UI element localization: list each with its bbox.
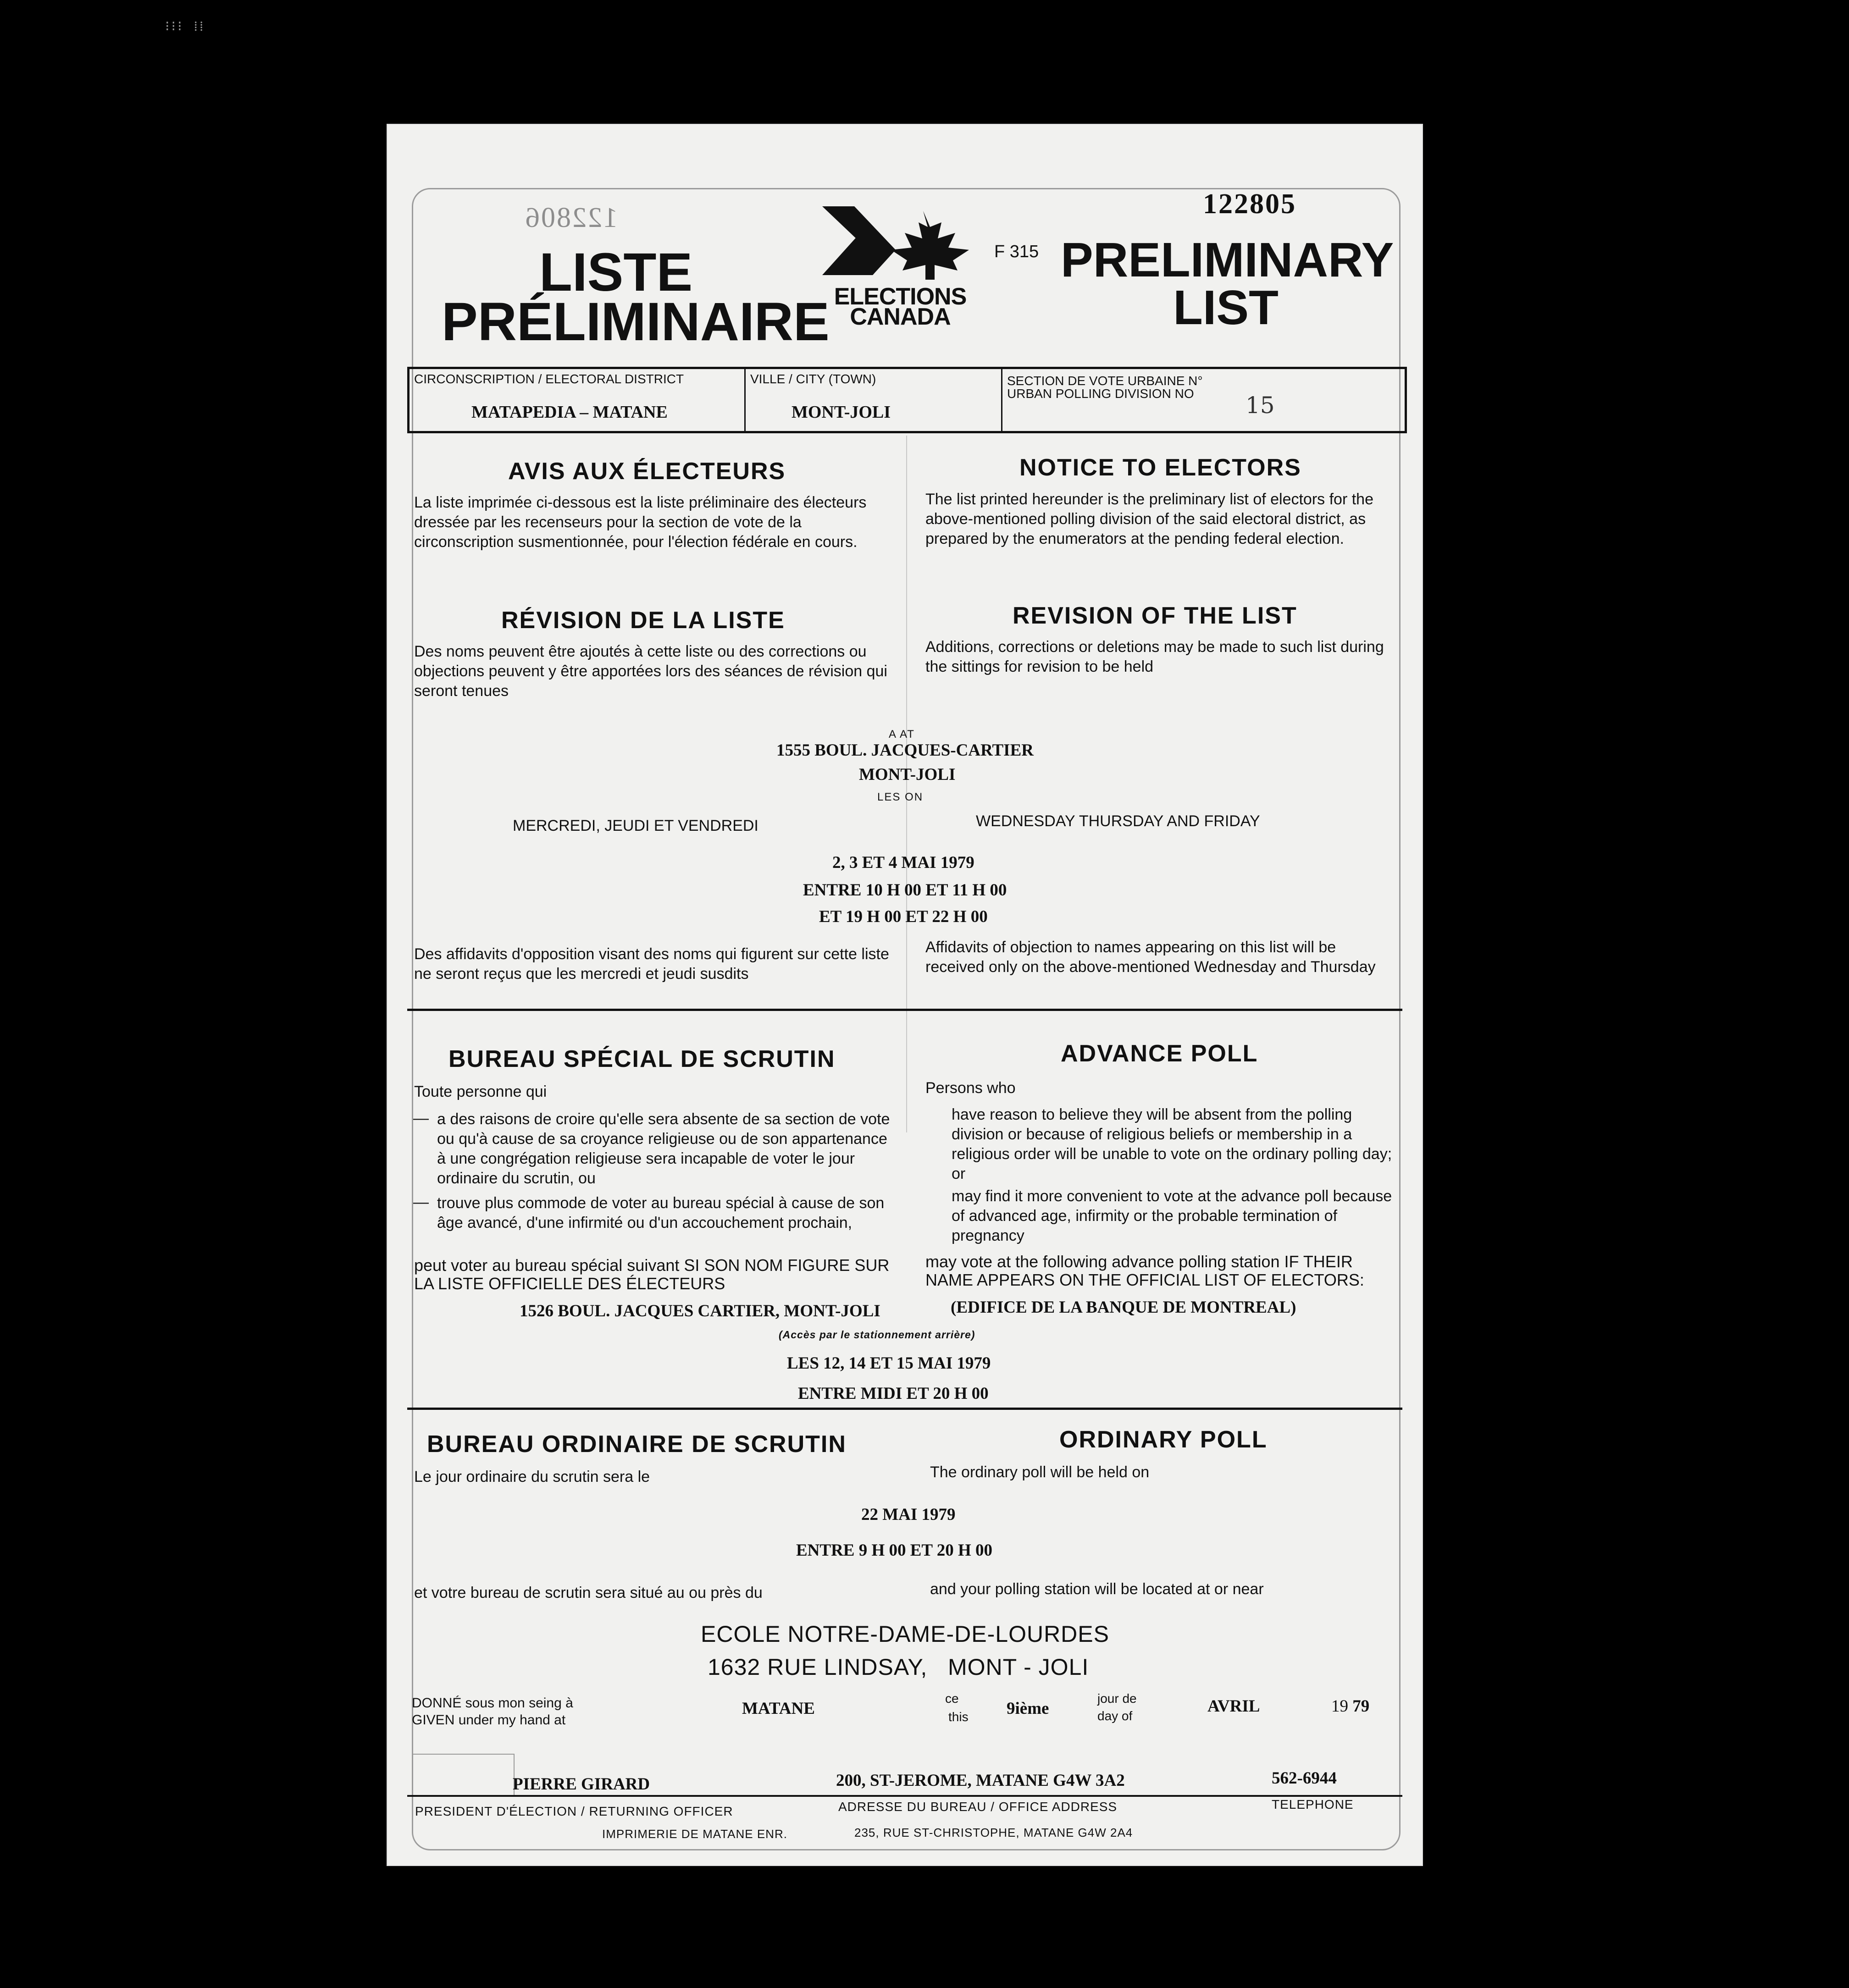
revision-town: MONT-JOLI (859, 765, 956, 784)
given-month: AVRIL (1207, 1697, 1260, 1716)
ordinary-date: 22 MAI 1979 (861, 1505, 956, 1524)
revision-days-fr: MERCREDI, JEUDI ET VENDREDI (513, 817, 758, 834)
given-place: MATANE (742, 1699, 815, 1718)
division-label-2: URBAN POLLING DIVISION NO (1007, 387, 1194, 401)
title-en (1061, 233, 1394, 335)
city-value: MONT-JOLI (792, 403, 891, 422)
advance-access-note: (Accès par le stationnement arrière) (779, 1329, 975, 1341)
address-label: ADRESSE DU BUREAU / OFFICE ADDRESS (838, 1800, 1118, 1814)
film-edge-mark: ⁝⁝⁝ ⁞⁞ (165, 18, 205, 34)
telephone-label: TELEPHONE (1272, 1797, 1354, 1811)
advance-address-fr: 1526 BOUL. JACQUES CARTIER, MONT-JOLI (520, 1302, 880, 1320)
division-label-1: SECTION DE VOTE URBAINE N° (1007, 374, 1203, 388)
title-fr-line1: LISTE (539, 242, 693, 303)
given-day: 9ième (1007, 1699, 1049, 1718)
title-fr (442, 242, 830, 352)
given-day-of: day of (1097, 1709, 1133, 1723)
revision-fr-heading: RÉVISION DE LA LISTE (501, 607, 785, 634)
notice-en-text: The list printed hereunder is the preliminary list of electors for the above-mentioned polling division of the said electoral district, as prepared by the enumerators at the pending federal election. (925, 491, 1374, 547)
district-value: MATAPEDIA – MATANE (471, 403, 668, 422)
revision-affidavit-fr: Des affidavits d'opposition visant des noms qui figurent sur cette liste ne seront reçus que les mercredi et jeudi susdits (414, 945, 889, 983)
given-ce: ce (945, 1691, 959, 1706)
logo-line2: CANADA (850, 304, 951, 330)
ordinary-venue-line-2: 1632 RUE LINDSAY, MONT - JOLI (708, 1654, 1089, 1680)
officer-label: PRESIDENT D'ÉLECTION / RETURNING OFFICER (415, 1804, 733, 1818)
ordinary-location-en: and your polling station will be located at or near (930, 1580, 1264, 1598)
given-year-suffix: 79 (1352, 1697, 1370, 1716)
given-year-prefix: 19 (1331, 1697, 1348, 1716)
given-jour-de: jour de (1097, 1691, 1137, 1706)
ordinary-location-fr: et votre bureau de scrutin sera situé au ou près du (414, 1584, 763, 1601)
district-box (407, 367, 1407, 433)
printer-address: 235, RUE ST-CHRISTOPHE, MATANE G4W 2A4 (854, 1826, 1133, 1839)
ghost-stamp-box (412, 1754, 515, 1797)
revision-time-1: ENTRE 10 H 00 ET 11 H 00 (803, 881, 1007, 900)
serial-number: 122805 (1203, 188, 1296, 220)
ordinary-en-text: The ordinary poll will be held on (930, 1463, 1150, 1481)
telephone-value: 562-6944 (1272, 1769, 1337, 1788)
city-label: VILLE / CITY (TOWN) (750, 372, 876, 386)
advance-dates: LES 12, 14 ET 15 MAI 1979 (787, 1354, 991, 1373)
officer-name: PIERRE GIRARD (513, 1775, 650, 1794)
ordinary-time: ENTRE 9 H 00 ET 20 H 00 (796, 1541, 992, 1560)
revision-fr-text: Des noms peuvent être ajoutés à cette liste ou des corrections ou objections peuvent y être apportées lors des séances de révision qui seront tenues (414, 643, 887, 700)
advance-fr-intro: Toute personne qui (414, 1083, 547, 1100)
advance-en-item-2: may find it more convenient to vote at the advance poll because of advanced age, infirmity or the probable termination of pregnancy (952, 1187, 1392, 1244)
maple-leaf-x-icon (818, 206, 983, 284)
revision-on-label: LES ON (877, 791, 924, 803)
advance-en-heading: ADVANCE POLL (1061, 1040, 1258, 1067)
advance-en-outro: may vote at the following advance polling station IF THEIR NAME APPEARS ON THE OFFICIAL LIST OF ELECTORS: (925, 1252, 1364, 1289)
ordinary-venue-line-1: ECOLE NOTRE-DAME-DE-LOURDES (701, 1621, 1109, 1647)
revision-at-label: A AT (889, 728, 915, 740)
notice-fr-text: La liste imprimée ci-dessous est la liste préliminaire des électeurs dressée par les recenseurs pour la section de vote de la circonscription susmentionnée, pour l'élection fédérale en cours. (414, 494, 867, 551)
ordinary-fr-text: Le jour ordinaire du scrutin sera le (414, 1468, 650, 1485)
advance-fr-heading: BUREAU SPÉCIAL DE SCRUTIN (448, 1046, 836, 1072)
revision-affidavit-en: Affidavits of objection to names appearing on this list will be received only on the above-mentioned Wednesday and Thursday (925, 939, 1376, 976)
district-label: CIRCONSCRIPTION / ELECTORAL DISTRICT (414, 372, 684, 386)
elections-canada-logo (818, 206, 983, 330)
title-en-line2: LIST (1173, 281, 1279, 335)
form-code: F 315 (994, 242, 1039, 261)
advance-fr-item-2: trouve plus commode de voter au bureau spécial à cause de son âge avancé, d'une infirmité ou d'un accouchement prochain, (437, 1194, 885, 1231)
advance-fr-dash-2: — (413, 1193, 429, 1211)
advance-en-intro: Persons who (925, 1079, 1016, 1097)
advance-fr-outro: peut voter au bureau spécial suivant SI SON NOM FIGURE SUR LA LISTE OFFICIELLE DES ÉLECTEURS (414, 1256, 890, 1293)
revision-en-heading: REVISION OF THE LIST (1013, 602, 1297, 629)
given-year (1331, 1696, 1369, 1716)
advance-time: ENTRE MIDI ET 20 H 00 (798, 1384, 989, 1403)
city-cell (746, 369, 1002, 431)
ordinary-en-heading: ORDINARY POLL (1059, 1426, 1268, 1453)
document-page (387, 124, 1423, 1866)
advance-fr-dash-1: — (413, 1110, 429, 1127)
advance-en-item-1: have reason to believe they will be absent from the polling division or because of religious beliefs or membership in a religious order will be unable to vote on the ordinary polling day; or (952, 1106, 1392, 1182)
revision-en-text: Additions, corrections or deletions may be made to such list during the sittings for revision to be held (925, 638, 1384, 675)
division-value: 15 (1246, 392, 1275, 419)
title-fr-line2: PRÉLIMINAIRE (442, 292, 830, 352)
revision-address: 1555 BOUL. JACQUES-CARTIER (776, 741, 1034, 760)
logo-line1: ELECTIONS (834, 283, 967, 310)
title-en-line1: PRELIMINARY (1061, 233, 1394, 287)
advance-address-en: (EDIFICE DE LA BANQUE DE MONTREAL) (951, 1298, 1296, 1317)
district-cell (410, 369, 746, 431)
signature-rule (407, 1795, 1402, 1797)
division-cell (1002, 369, 1401, 431)
ghost-serial-number: 122806 (524, 202, 618, 233)
section-divider-2 (407, 1408, 1402, 1410)
revision-days-en: WEDNESDAY THURSDAY AND FRIDAY (976, 812, 1260, 830)
notice-fr-heading: AVIS AUX ÉLECTEURS (508, 458, 786, 485)
notice-en-heading: NOTICE TO ELECTORS (1019, 454, 1301, 481)
printer-name: IMPRIMERIE DE MATANE ENR. (602, 1827, 787, 1841)
revision-dates: 2, 3 ET 4 MAI 1979 (832, 853, 974, 872)
section-divider-1 (407, 1009, 1402, 1011)
given-fr: DONNÉ sous mon seing à (412, 1695, 573, 1711)
given-this: this (948, 1710, 969, 1724)
office-address: 200, ST-JEROME, MATANE G4W 3A2 (836, 1771, 1125, 1790)
revision-time-2: ET 19 H 00 ET 22 H 00 (819, 907, 988, 926)
advance-fr-item-1: a des raisons de croire qu'elle sera absente de sa section de vote ou qu'à cause de sa croyance religieuse ou de son appartenance à une congrégation religieuse sera incapable de voter le jour ordinaire du scrutin, ou (437, 1110, 890, 1187)
given-en: GIVEN under my hand at (412, 1712, 566, 1728)
ordinary-fr-heading: BUREAU ORDINAIRE DE SCRUTIN (427, 1431, 847, 1458)
